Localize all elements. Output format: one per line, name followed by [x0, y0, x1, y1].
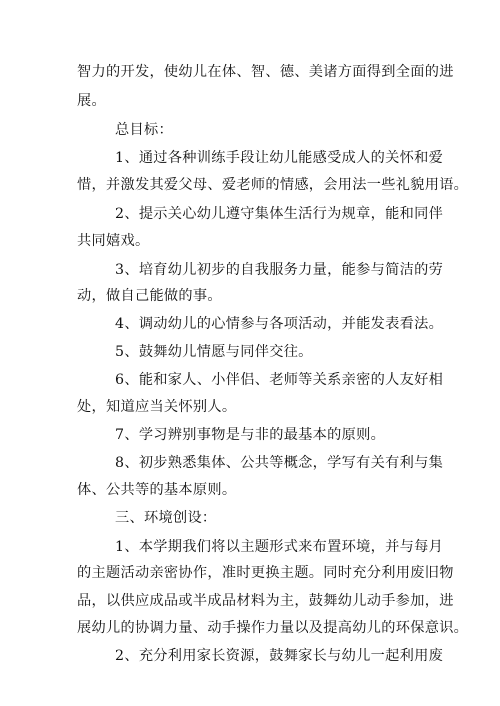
goal-3-line-2: 动，做自己能做的事。: [77, 288, 222, 304]
goal-8-line-1: 8、初步熟悉集体、公共等概念，学写有关有利与集: [115, 455, 444, 471]
environment-1-line-3: 品，以供应成品或半成品材料为主，鼓舞幼儿动手参加，进: [77, 593, 454, 609]
goal-5: 5、鼓舞幼儿情愿与同伴交往。: [115, 344, 313, 360]
environment-1-line-2: 的主题活动亲密协作，准时更换主题。同时充分利用废旧物: [77, 565, 454, 581]
goal-4: 4、调动幼儿的心情参与各项活动，并能发表看法。: [115, 316, 444, 332]
goal-6-line-1: 6、能和家人、小伴侣、老师等关系亲密的人友好相: [115, 372, 444, 388]
goal-6-line-2: 处，知道应当关怀别人。: [77, 399, 237, 415]
environment-2-line-1: 2、充分利用家长资源，鼓舞家长与幼儿一起利用废: [115, 648, 444, 664]
goal-1-line-1: 1、通过各种训练手段让幼儿能感受成人的关怀和爱: [115, 150, 444, 166]
section-heading-total-goals: 总目标：: [115, 122, 173, 138]
goal-2-line-2: 共同嬉戏。: [77, 233, 150, 249]
goal-3-line-1: 3、培育幼儿初步的自我服务力量，能参与简洁的劳: [115, 262, 444, 278]
paragraph-line-2: 展。: [77, 93, 106, 109]
goal-8-line-2: 体、公共等的基本原则。: [77, 482, 237, 498]
goal-7: 7、学习辨别事物是与非的最基本的原则。: [115, 427, 386, 443]
goal-1-line-2: 惜，并激发其爱父母、爱老师的情感，会用法一些礼貌用语。: [77, 177, 469, 193]
environment-1-line-1: 1、本学期我们将以主题形式来布置环境，并与每月: [115, 539, 444, 555]
section-heading-environment: 三、环境创设：: [115, 510, 217, 526]
paragraph-line-1: 智力的开发，使幼儿在体、智、德、美诸方面得到全面的进: [77, 64, 454, 80]
goal-2-line-1: 2、提示关心幼儿遵守集体生活行为规章，能和同伴: [115, 206, 444, 222]
environment-1-line-4: 展幼儿的协调力量、动手操作力量以及提高幼儿的环保意识。: [77, 620, 469, 636]
